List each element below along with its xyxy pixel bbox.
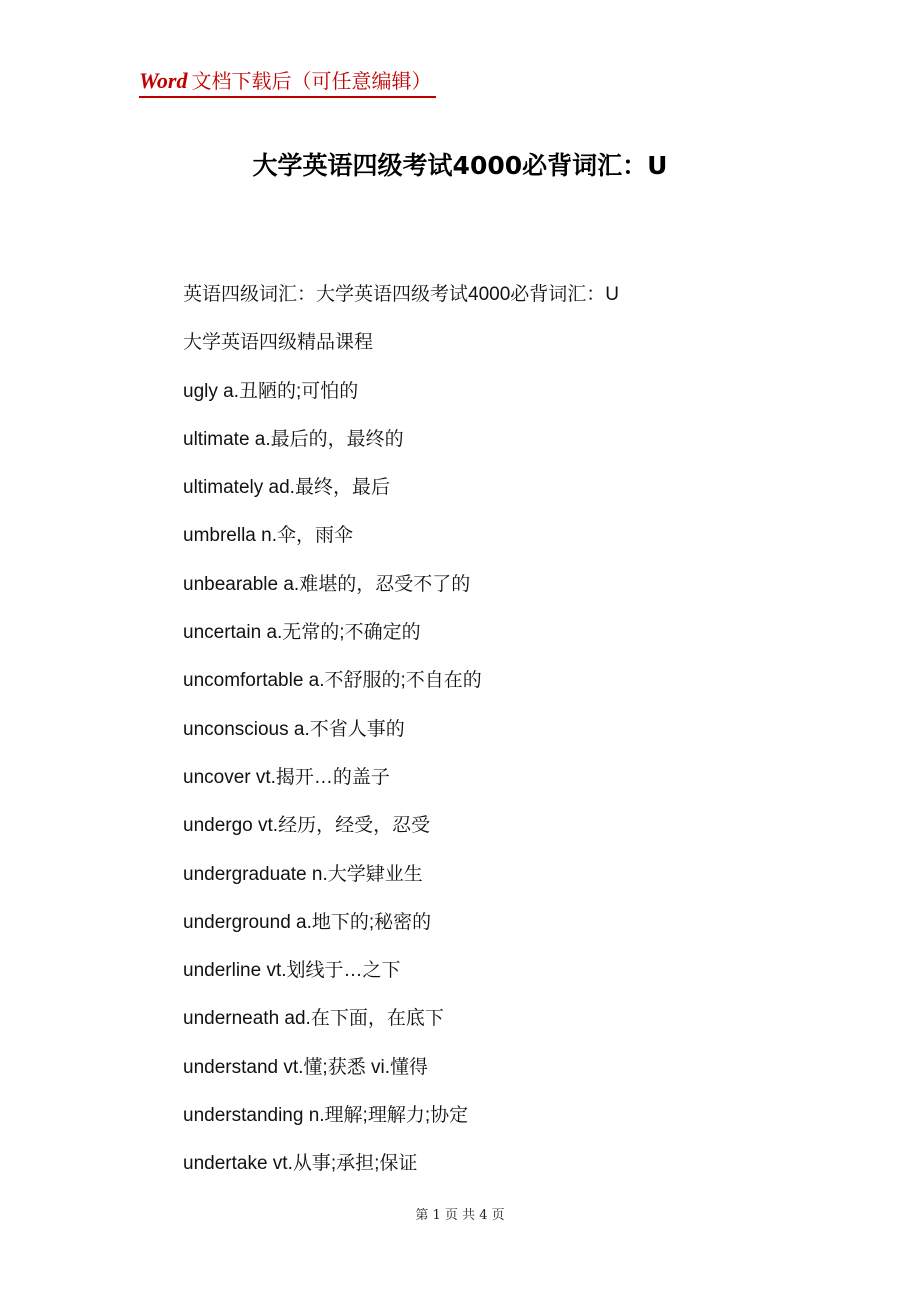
vocabulary-list bbox=[183, 278, 823, 1196]
list-item: underline vt.划线于…之下 bbox=[183, 960, 401, 982]
list-item: undertake vt.从事;承担;保证 bbox=[183, 1153, 418, 1175]
list-item: undergraduate n.大学肄业生 bbox=[183, 863, 423, 885]
list-item: underneath ad.在下面，在底下 bbox=[183, 1008, 444, 1030]
list-item: underground a.地下的;秘密的 bbox=[183, 911, 432, 933]
list-item: uncertain a.无常的;不确定的 bbox=[183, 622, 421, 644]
list-item: understand vt.懂;获悉 vi.懂得 bbox=[183, 1056, 428, 1078]
banner-rest-label: 文档下载后（可任意编辑） bbox=[191, 69, 432, 93]
list-item: umbrella n.伞，雨伞 bbox=[183, 525, 353, 547]
list-item: 英语四级词汇：大学英语四级考试4000必背词汇：U bbox=[183, 284, 619, 305]
list-item: undergo vt.经历，经受，忍受 bbox=[183, 815, 431, 837]
list-item: ultimate a.最后的，最终的 bbox=[183, 428, 404, 450]
list-item: unbearable a.难堪的，忍受不了的 bbox=[183, 573, 471, 595]
list-item: ultimately ad.最终，最后 bbox=[183, 477, 390, 499]
list-item: understanding n.理解;理解力;协定 bbox=[183, 1105, 469, 1127]
list-item: unconscious a.不省人事的 bbox=[183, 718, 405, 740]
list-item: uncover vt.揭开…的盖子 bbox=[183, 766, 390, 788]
download-banner bbox=[139, 66, 436, 98]
list-item: uncomfortable a.不舒服的;不自在的 bbox=[183, 670, 482, 692]
list-item: ugly a.丑陋的;可怕的 bbox=[183, 380, 359, 402]
page-number-footer: 第 1 页 共 4 页 bbox=[415, 1208, 505, 1223]
list-item: 大学英语四级精品课程 bbox=[183, 332, 374, 354]
banner-word-label: Word bbox=[139, 68, 188, 93]
document-title: 大学英语四级考试4000必背词汇：U bbox=[252, 151, 668, 180]
